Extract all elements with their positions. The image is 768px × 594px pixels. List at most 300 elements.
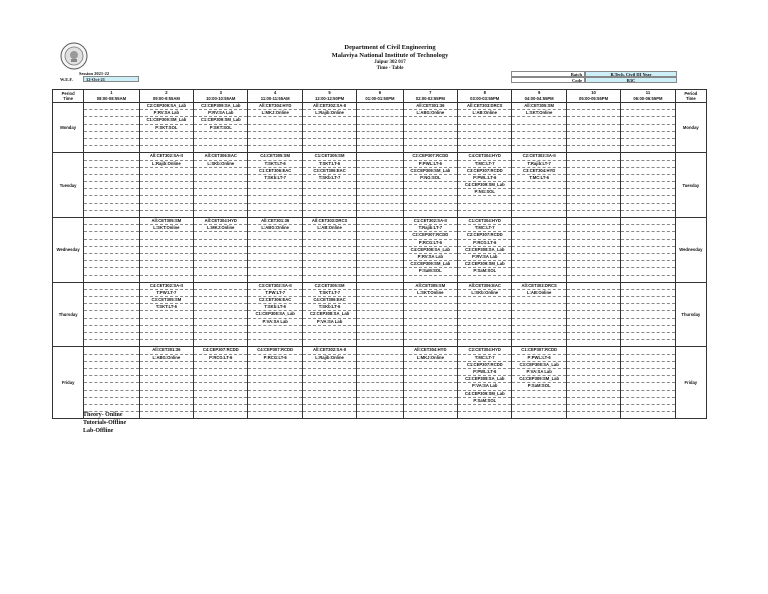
period-number: 5 [328,90,331,95]
period-header-10 [566,90,620,103]
slot-cell [458,153,512,218]
slot-line [621,139,674,146]
slot-line [84,283,138,290]
slot-line [404,319,457,326]
slot-line [357,340,402,346]
slot-line [357,117,402,124]
slot-line [567,297,620,304]
slot-line [303,268,356,275]
period-header-9 [512,90,566,103]
slot-cell [512,282,566,347]
slot-line [194,247,247,254]
slot-line [194,290,247,297]
slot-line: T:SKT:LT-7 [303,290,356,297]
slot-line [458,304,511,311]
slot-line [458,139,511,146]
period-time: 09:00-9:55AM [152,95,180,101]
slot-line [84,247,138,254]
slot-line [512,247,565,254]
note-tutorials: Tutorials-Offline [83,420,127,426]
period-header-6 [357,90,403,103]
slot-line [621,153,674,160]
slot-line: C2:CET302:SA-II [512,153,565,160]
slot-cell [357,218,403,283]
slot-line: L:Rajib:Online [303,110,356,117]
slot-line [404,405,457,412]
slot-line [357,225,402,232]
slot-line [140,211,193,217]
notes [83,411,126,435]
slot-line: C3:CEP308:SA_Lab [512,362,565,369]
slot-cell [357,153,403,218]
slot-line [303,391,356,398]
day-label-right: Tuesday [675,153,706,218]
slot-line [84,369,138,376]
slot-cell [194,103,248,153]
slot-line: T:MC:LT-7 [458,225,511,232]
slot-line [567,398,620,405]
slot-line [303,240,356,247]
slot-line [621,182,674,189]
slot-line [357,204,402,211]
slot-cell [403,347,457,419]
slot-line [567,204,620,211]
slot-line: C1:CEP308:SA_Lab [248,311,301,318]
slot-line [194,175,247,182]
slot-line [567,347,620,354]
slot-line [404,146,457,152]
slot-line [303,369,356,376]
slot-line [303,132,356,139]
slot-line [84,125,138,132]
period-time: 05:00-05:55PM [578,95,609,101]
slot-line [140,362,193,369]
slot-line: P:PWL:LT-6 [512,355,565,362]
slot-line: All:CET306:EAC [458,283,511,290]
slot-line [140,383,193,390]
slot-line [458,340,511,346]
slot-line [357,110,402,117]
slot-line [140,326,193,333]
slot-line [621,297,674,304]
slot-cell [248,347,302,419]
slot-line [621,103,674,110]
slot-line [567,383,620,390]
slot-line: C4:CEP307:RCDD [194,347,247,354]
slot-line [84,146,138,152]
slot-line [357,304,402,311]
slot-line [512,254,565,261]
slot-line [512,139,565,146]
slot-line: P:SKT:SOL [194,125,247,132]
day-label: Friday [53,347,84,419]
slot-line [357,362,402,369]
day-label: Tuesday [53,153,84,218]
slot-line [357,132,402,139]
slot-line [84,383,138,390]
slot-line [512,391,565,398]
slot-line [621,196,674,203]
slot-cell [512,103,566,153]
slot-line [404,132,457,139]
slot-line: P:VA:SA Lab [248,319,301,326]
period-header-3 [194,90,248,103]
slot-line [404,340,457,346]
slot-line [357,369,402,376]
slot-line [194,261,247,268]
slot-line [357,103,402,110]
slot-line [357,268,402,275]
slot-line: T:SKT:LT-6 [140,304,193,311]
slot-line [248,146,301,152]
slot-line [194,376,247,383]
slot-line [567,125,620,132]
slot-line [567,211,620,217]
period-header-8 [458,90,512,103]
slot-line [621,225,674,232]
period-number: 7 [429,90,432,95]
slot-line [458,333,511,340]
slot-line [194,369,247,376]
slot-cell [621,218,675,283]
slot-line: T:SKT:LT-6 [303,161,356,168]
slot-line [512,276,565,282]
slot-line: P:RCG:LT-6 [248,355,301,362]
slot-line [84,398,138,405]
period-time-label-right [675,90,706,103]
slot-line [512,405,565,412]
slot-line [404,333,457,340]
slot-line [357,376,402,383]
slot-line [140,204,193,211]
slot-line: C4:CEP309:SM_Lab [458,182,511,189]
slot-line [357,261,402,268]
slot-line [567,132,620,139]
slot-line [248,333,301,340]
slot-cell [357,347,403,419]
slot-line [357,182,402,189]
slot-line: T:MC:LT-7 [458,161,511,168]
slot-line: C2:CEP309:SA_Lab [194,103,247,110]
slot-line [621,261,674,268]
slot-line [621,211,674,217]
slot-line [621,326,674,333]
slot-line [84,117,138,124]
slot-line [458,276,511,282]
slot-line [248,232,301,239]
slot-cell [512,347,566,419]
slot-line: C3:CET306:EAC [303,168,356,175]
slot-line [84,204,138,211]
slot-line [567,290,620,297]
slot-line [194,391,247,398]
slot-line [512,304,565,311]
slot-line [140,391,193,398]
slot-line [404,182,457,189]
slot-line [357,355,402,362]
slot-line [248,240,301,247]
slot-line: C2:CEP309:SM_Lab [458,261,511,268]
slot-line [567,333,620,340]
slot-line [458,211,511,217]
slot-line [194,398,247,405]
slot-line [303,398,356,405]
period-header-1 [84,90,139,103]
slot-line [84,362,138,369]
slot-line [248,391,301,398]
slot-line: P:RCG:LT-6 [458,240,511,247]
slot-line: All:CET305:SM [512,103,565,110]
slot-line: T:SKb:LT-7 [248,175,301,182]
slot-line [84,232,138,239]
slot-line [140,369,193,376]
slot-line: All:CET302:SA-II [303,347,356,354]
slot-line: L:ABG:Online [140,355,193,362]
slot-line [567,405,620,412]
period-number: 2 [165,90,168,95]
slot-line [248,369,301,376]
slot-line [194,362,247,369]
slot-line [567,268,620,275]
slot-line [621,304,674,311]
session-label: Session 2021-22 [79,71,110,76]
slot-line [84,218,138,225]
slot-line [567,218,620,225]
slot-line [84,391,138,398]
slot-line [567,182,620,189]
slot-cell [139,103,193,153]
slot-cell [621,282,675,347]
slot-line: C3:CET304:HYD [512,168,565,175]
period-number: 9 [537,90,541,95]
period-label: Period [61,90,75,96]
slot-line: All:CET304:HYD [248,103,301,110]
slot-line [84,376,138,383]
slot-line [458,204,511,211]
slot-line [303,412,356,418]
slot-line [357,153,402,160]
slot-line [621,254,674,261]
slot-line: T:SKb:LT-6 [248,304,301,311]
slot-line [194,333,247,340]
slot-line: C2:CEP307:RCDD [458,232,511,239]
slot-line [140,139,193,146]
period-number: 10 [591,90,596,95]
slot-line: C2:CET305:SM [303,283,356,290]
slot-line: C2:CEP308:SA_Lab [303,311,356,318]
period-time-label [53,90,84,103]
slot-cell [139,282,193,347]
slot-line [458,196,511,203]
slot-line [567,196,620,203]
slot-line [84,268,138,275]
slot-line [512,125,565,132]
slot-line [84,196,138,203]
slot-line [357,412,402,418]
slot-line [621,355,674,362]
slot-line [512,412,565,418]
slot-line: P:RV:SA Lab [404,254,457,261]
slot-line [621,175,674,182]
slot-line [303,182,356,189]
slot-line [194,268,247,275]
slot-line [194,383,247,390]
slot-line [621,204,674,211]
slot-line [194,146,247,152]
slot-cell [84,103,139,153]
slot-line [567,326,620,333]
slot-cell [403,282,457,347]
slot-line [248,261,301,268]
slot-line [404,326,457,333]
slot-line [303,117,356,124]
slot-line [140,196,193,203]
slot-line [194,232,247,239]
period-header-2 [139,90,193,103]
slot-line [404,204,457,211]
slot-cell [302,153,356,218]
slot-line [357,319,402,326]
slot-line [194,139,247,146]
slot-line [357,290,402,297]
slot-line [194,311,247,318]
slot-line: L:MKJ:Online [194,225,247,232]
slot-line: T:Rajib:LT-7 [512,161,565,168]
period-time: 01:00-01:50PM [365,95,395,101]
time-label: Time [63,96,73,101]
slot-line: C3:CET305:SM [140,297,193,304]
slot-line [84,304,138,311]
day-row-tuesday [53,153,707,218]
slot-line [357,161,402,168]
slot-line: P:RV:SA Lab [458,254,511,261]
slot-line: All:CET301:36 [248,218,301,225]
slot-line [303,139,356,146]
slot-line: All:CET303:DRCS [458,103,511,110]
period-time: 04:00-04:55PM [524,95,554,101]
slot-line [303,333,356,340]
slot-cell [248,153,302,218]
slot-line: All:CET303:DRCS [303,218,356,225]
slot-line [248,405,301,412]
slot-line: L:MKJ:Online [404,355,457,362]
slot-line [458,146,511,152]
slot-line [567,311,620,318]
slot-line: All:CET301:36 [404,103,457,110]
doc-title: Time - Table [376,66,404,71]
slot-line [248,117,301,124]
slot-line [303,405,356,412]
slot-line [84,189,138,196]
slot-line [248,125,301,132]
day-row-friday [53,347,707,419]
slot-line [458,405,511,412]
slot-line: C4:CEP309:SM_Lab [458,391,511,398]
slot-line [404,117,457,124]
slot-line: T:SKT:LT-6 [248,161,301,168]
slot-line: All:CET302:SA-II [303,103,356,110]
slot-line [194,283,247,290]
slot-cell [139,347,193,419]
slot-cell [458,282,512,347]
slot-line [404,369,457,376]
slot-line [140,232,193,239]
slot-line [194,319,247,326]
slot-line: C3:CEP308:SA_Lab [458,247,511,254]
slot-line [84,333,138,340]
slot-line: C3:CEP309:SM_Lab [404,168,457,175]
slot-line [621,319,674,326]
day-row-monday [53,103,707,153]
slot-line [248,276,301,282]
slot-line [404,383,457,390]
slot-line [621,247,674,254]
slot-cell [302,218,356,283]
slot-cell [194,347,248,419]
period-number: 4 [274,90,277,95]
slot-line: L:Rajib:Online [303,355,356,362]
slot-line [621,311,674,318]
slot-line [248,326,301,333]
slot-line [621,412,674,418]
slot-line [140,254,193,261]
slot-line [512,340,565,346]
slot-line [357,276,402,282]
period-time: 03:00-03:55PM [470,95,500,101]
slot-line [567,168,620,175]
slot-line [84,261,138,268]
slot-line [357,196,402,203]
slot-line [303,383,356,390]
slot-line: L:SKb:Online [194,161,247,168]
slot-line [621,132,674,139]
slot-line: T:PW:LT-7 [248,290,301,297]
slot-cell [566,153,620,218]
slot-line [404,311,457,318]
slot-line: P:SaM:SOL [512,383,565,390]
slot-line [621,376,674,383]
slot-line [357,391,402,398]
slot-line [303,196,356,203]
slot-cell [248,282,302,347]
slot-line [567,261,620,268]
slot-line [84,103,138,110]
slot-line: All:CET301:36 [140,347,193,354]
slot-line [512,268,565,275]
slot-line: L:ABG:Online [404,110,457,117]
slot-line: C1:CEP309:SM_Lab [194,117,247,124]
slot-cell [512,218,566,283]
slot-line [357,232,402,239]
slot-line [357,189,402,196]
slot-line: C3:CEP307:RCDD [458,168,511,175]
slot-line [194,405,247,412]
slot-line: L:Rajib:Online [140,161,193,168]
slot-line [84,355,138,362]
slot-line [357,240,402,247]
slot-line [567,161,620,168]
slot-line [84,340,138,346]
slot-line [303,189,356,196]
slot-line [140,412,193,418]
slot-line [567,146,620,152]
day-label-right: Friday [675,347,706,419]
slot-line [567,110,620,117]
slot-line [621,218,674,225]
slot-line: P:PWL:LT-6 [458,175,511,182]
slot-line [194,254,247,261]
slot-line: C2:CEP309:SA_Lab [140,103,193,110]
